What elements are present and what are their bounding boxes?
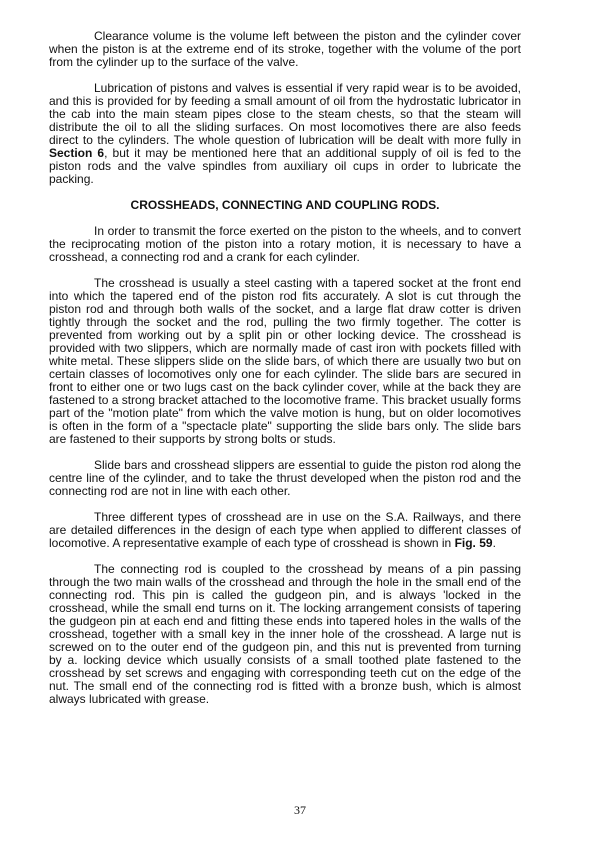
section-reference: Section 6 [49,146,105,160]
page-number: 37 [294,803,306,817]
section-heading: CROSSHEADS, CONNECTING AND COUPLING RODS. [130,198,440,212]
paragraph-clearance-volume: Clearance volume is the volume left between the piston and the cylinder cover when the piston is at the extreme end of its stroke, together with the volume of the port from the cylinder up to the surface of the valve. [49,29,521,69]
page-body [49,30,521,719]
paragraph-text: Lubrication of pistons and valves is essential if very rapid wear is to be avoided, and this is provided for by feeding a small amount of oil from the hydrostatic lubricator in the cab into the main steam pipes close to the steam chests, so that the steam will distribute the oil to all the sliding surfaces. On most locomotives there are also feeds direct to the cylinders. The whole question of lubrication will be dealt with more fully in [49,81,521,147]
paragraph-connecting-rod: The connecting rod is coupled to the crosshead by means of a pin passing through the two main walls of the crosshead and through the hole in the small end of the connecting rod. This pin is called the gudgeon pin, and is always 'locked in the crosshead, while the small end turns on it. The locking arrangement consists of tapering the gudgeon pin at each end and fitting these ends into tapered holes in the walls of the crosshead, together with a small key in the inner hole of the crosshead. A large nut is screwed on to the outer end of the gudgeon pin, and this nut is prevented from turning by a. locking device which usually consists of a small toothed plate fastened to the crosshead by set screws and engaging with corresponding teeth cut on the edge of the nut. The small end of the connecting rod is fitted with a bronze bush, which is almost always lubricated with grease. [49,562,521,706]
paragraph-transmit-force: In order to transmit the force exerted on the piston to the wheels, and to convert the reciprocating motion of the piston into a rotary motion, it is necessary to have a crosshead, a connecting rod and a crank for each cylinder. [49,224,521,264]
paragraph-crosshead-casting: The crosshead is usually a steel casting with a tapered socket at the front end into which the tapered end of the piston rod fits accurately. A slot is cut through the piston rod and through both walls of the socket, and a large flat draw cotter is driven tightly through the socket and the rod, pulling the two firmly together. The cotter is prevented from working out by a split pin or other locking device. The crosshead is provided with two slippers, which are normally made of cast iron with pockets filled with white metal. These slippers slide on the slide bars, of which there are usually two but on certain classes of locomotives only one for each cylinder. The slide bars are secured in front to either one or two lugs cast on the back cylinder cover, while at the back they are fastened to a strong bracket attached to the locomotive frame. This bracket usually forms part of the "motion plate" from which the valve motion is hung, but on older locomotives is often in the form of a "spectacle plate" supporting the slide bars only. The slide bars are fastened to their supports by strong bolts or studs. [49,276,522,446]
paragraph-slide-bars: Slide bars and crosshead slippers are essential to guide the piston rod along the centre line of the cylinder, and to take the thrust developed when the piston rod and the connecting rod are not in line with each other. [49,458,521,498]
paragraph-text: Three different types of crosshead are in use on the S.A. Railways, and there are detailed differences in the design of each type when applied to different classes of locomotive. A representative example of each type of crosshead is shown in [49,510,521,550]
paragraph-text: . [492,536,496,550]
paragraph-text: , but it may be mentioned here that an additional supply of oil is fed to the piston rods and the valve spindles from auxiliary oil cups in order to lubricate the packing. [49,146,521,186]
figure-reference: Fig. 59 [454,536,493,550]
paragraph-lubrication [49,82,521,186]
paragraph-crosshead-types [49,511,521,550]
